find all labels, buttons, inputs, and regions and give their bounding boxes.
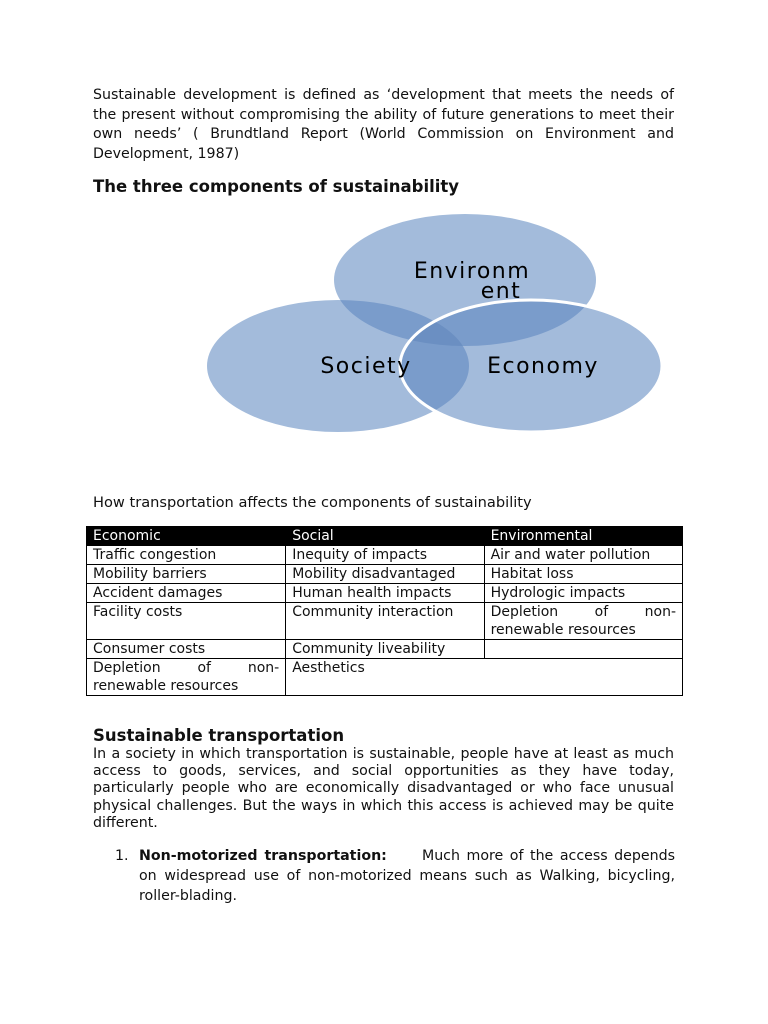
sustainability-venn-diagram	[195, 212, 675, 442]
society-label: Society	[320, 354, 412, 379]
sustainable-transportation-heading: Sustainable transportation	[93, 726, 345, 745]
table-row	[87, 640, 683, 659]
table-cell	[484, 659, 682, 696]
table-row	[87, 659, 683, 696]
table-cell: Air and water pollution	[484, 546, 682, 565]
intro-paragraph: Sustainable development is defined as ‘development that meets the needs of the present without compromising the ability of future generations to meet their own needs’ ( Brundtland Report (World Commission on Environment and Development, 1987)	[93, 87, 674, 162]
table-cell: Aesthetics	[286, 659, 484, 696]
header-environmental: Environmental	[484, 527, 682, 546]
table-cell: Traffic congestion	[87, 546, 286, 565]
list-item-term: Non-motorized transportation:	[139, 848, 387, 864]
table-cell: Consumer costs	[87, 640, 286, 659]
list-item-text: Much more of the access depends on widespread use of non-motorized means such as Walking, bicycling, roller-blading.	[139, 848, 676, 904]
table-cell: Human health impacts	[286, 584, 484, 603]
transportation-impacts-table	[86, 526, 683, 696]
table-row	[87, 565, 683, 584]
table-row	[87, 584, 683, 603]
table-cell: Facility costs	[87, 603, 286, 640]
table-cell: Mobility barriers	[87, 565, 286, 584]
table-cell: Hydrologic impacts	[484, 584, 682, 603]
list-item	[115, 846, 675, 906]
list-item-number: 1.	[115, 848, 129, 864]
sustainable-paragraph: In a society in which transportation is sustainable, people have at least as much access to goods, services, and social opportunities as they have today, particularly people who are economically disadvantaged or who face unusual physical challenges. But the ways in which this access is achieved may be quite different.	[93, 746, 674, 831]
table-heading: How transportation affects the components of sustainability	[93, 494, 532, 511]
table-row	[87, 546, 683, 565]
table-cell	[484, 640, 682, 659]
table-cell: Community interaction	[286, 603, 484, 640]
table-cell: Accident damages	[87, 584, 286, 603]
header-economic: Economic	[87, 527, 286, 546]
table-header-row	[87, 527, 683, 546]
table-cell: Mobility disadvantaged	[286, 565, 484, 584]
components-heading: The three components of sustainability	[93, 177, 460, 196]
numbered-list	[115, 846, 675, 906]
header-social: Social	[286, 527, 484, 546]
economy-label: Economy	[487, 354, 599, 379]
table-cell: Depletion of non-renewable resources	[484, 603, 682, 640]
environment-label-line1: Environm	[413, 259, 531, 284]
table-cell: Habitat loss	[484, 565, 682, 584]
table-row	[87, 603, 683, 640]
table-cell: Depletion of non-renewable resources	[87, 659, 286, 696]
environment-label-line2: ent	[480, 279, 522, 304]
table-cell: Inequity of impacts	[286, 546, 484, 565]
table-cell: Community liveability	[286, 640, 484, 659]
